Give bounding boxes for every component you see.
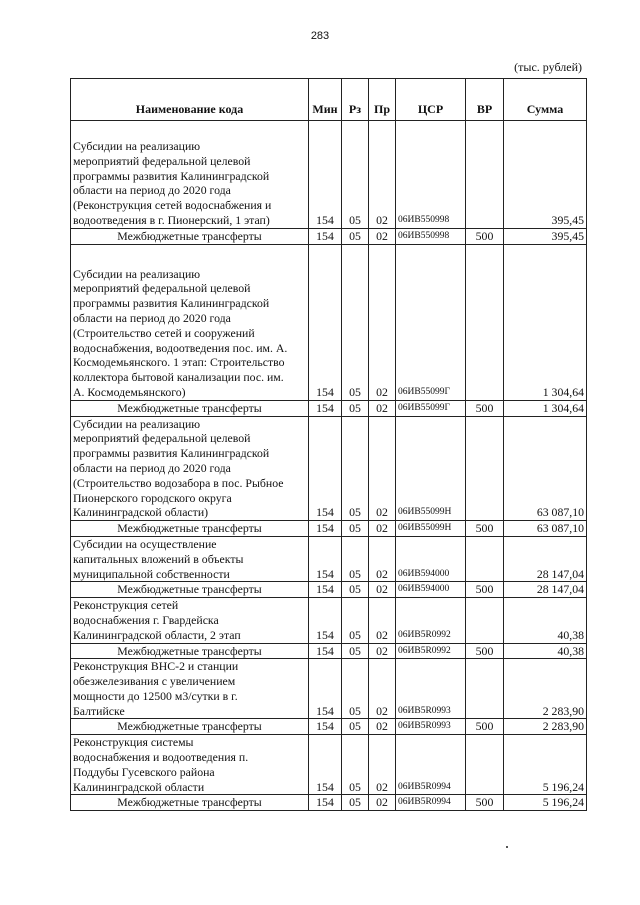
transfer-row <box>71 643 587 659</box>
rz-cell: 05 <box>342 735 369 795</box>
section-description: Реконструкция системы водоснабжения и водоотведения п. Поддубы Гусевского района Калининградской области <box>71 735 309 795</box>
header-min: Мин <box>309 79 342 121</box>
csr-cell: 06ИВ550998 <box>396 121 466 229</box>
section-row <box>71 121 587 229</box>
section-description: Субсидии на реализацию мероприятий федеральной целевой программы развития Калининградской области на период до 2020 года (Реконструкция сетей водоснабжения и водоотведения в г. Пионерский, 1 этап) <box>71 121 309 229</box>
pr-cell: 02 <box>369 795 396 811</box>
csr-cell: 06ИВ5R0993 <box>396 659 466 719</box>
transfer-row <box>71 795 587 811</box>
vr-cell <box>466 244 504 400</box>
transfer-row <box>71 582 587 598</box>
pr-cell: 02 <box>369 228 396 244</box>
sum-cell: 63 087,10 <box>504 416 587 521</box>
transfer-row <box>71 719 587 735</box>
min-cell: 154 <box>309 536 342 581</box>
section-row <box>71 598 587 643</box>
vr-cell <box>466 735 504 795</box>
sum-cell: 5 196,24 <box>504 795 587 811</box>
csr-cell: 06ИВ550998 <box>396 228 466 244</box>
min-cell: 154 <box>309 643 342 659</box>
min-cell: 154 <box>309 228 342 244</box>
vr-cell: 500 <box>466 795 504 811</box>
header-rz: Рз <box>342 79 369 121</box>
csr-cell: 06ИВ55099Г <box>396 400 466 416</box>
vr-cell <box>466 659 504 719</box>
section-row <box>71 735 587 795</box>
section-description: Реконструкция сетей водоснабжения г. Гвардейска Калининградской области, 2 этап <box>71 598 309 643</box>
csr-cell: 06ИВ5R0992 <box>396 598 466 643</box>
rz-cell: 05 <box>342 244 369 400</box>
page-number: 283 <box>310 30 330 42</box>
sum-cell: 28 147,04 <box>504 536 587 581</box>
sum-cell: 395,45 <box>504 228 587 244</box>
sum-cell: 395,45 <box>504 121 587 229</box>
pr-cell: 02 <box>369 244 396 400</box>
vr-cell: 500 <box>466 719 504 735</box>
pr-cell: 02 <box>369 735 396 795</box>
csr-cell: 06ИВ55099Г <box>396 244 466 400</box>
min-cell: 154 <box>309 659 342 719</box>
transfer-name: Межбюджетные трансферты <box>71 643 309 659</box>
rz-cell: 05 <box>342 582 369 598</box>
sum-cell: 1 304,64 <box>504 244 587 400</box>
transfer-row <box>71 228 587 244</box>
header-csr: ЦСР <box>396 79 466 121</box>
vr-cell <box>466 416 504 521</box>
vr-cell <box>466 598 504 643</box>
transfer-name: Межбюджетные трансферты <box>71 582 309 598</box>
vr-cell <box>466 121 504 229</box>
header-pr: Пр <box>369 79 396 121</box>
csr-cell: 06ИВ55099Н <box>396 416 466 521</box>
vr-cell: 500 <box>466 582 504 598</box>
vr-cell <box>466 536 504 581</box>
header-name: Наименование кода <box>71 79 309 121</box>
min-cell: 154 <box>309 244 342 400</box>
pr-cell: 02 <box>369 521 396 537</box>
sum-cell: 2 283,90 <box>504 659 587 719</box>
transfer-name: Межбюджетные трансферты <box>71 719 309 735</box>
rz-cell: 05 <box>342 659 369 719</box>
pr-cell: 02 <box>369 598 396 643</box>
sum-cell: 40,38 <box>504 643 587 659</box>
rz-cell: 05 <box>342 536 369 581</box>
section-row <box>71 659 587 719</box>
transfer-name: Межбюджетные трансферты <box>71 521 309 537</box>
csr-cell: 06ИВ594000 <box>396 536 466 581</box>
transfer-row <box>71 521 587 537</box>
rz-cell: 05 <box>342 643 369 659</box>
csr-cell: 06ИВ5R0994 <box>396 735 466 795</box>
section-description: Субсидии на реализацию мероприятий федеральной целевой программы развития Калининградской области на период до 2020 года (Строительство водозабора в пос. Рыбное Пионерского городского округа Калининградской области) <box>71 416 309 521</box>
min-cell: 154 <box>309 582 342 598</box>
rz-cell: 05 <box>342 795 369 811</box>
transfer-name: Межбюджетные трансферты <box>71 228 309 244</box>
rz-cell: 05 <box>342 121 369 229</box>
pr-cell: 02 <box>369 582 396 598</box>
pr-cell: 02 <box>369 416 396 521</box>
sum-cell: 5 196,24 <box>504 735 587 795</box>
rz-cell: 05 <box>342 598 369 643</box>
vr-cell: 500 <box>466 643 504 659</box>
vr-cell: 500 <box>466 400 504 416</box>
csr-cell: 06ИВ5R0992 <box>396 643 466 659</box>
transfer-name: Межбюджетные трансферты <box>71 400 309 416</box>
rz-cell: 05 <box>342 416 369 521</box>
min-cell: 154 <box>309 121 342 229</box>
sum-cell: 63 087,10 <box>504 521 587 537</box>
pr-cell: 02 <box>369 400 396 416</box>
rz-cell: 05 <box>342 521 369 537</box>
csr-cell: 06ИВ55099Н <box>396 521 466 537</box>
rz-cell: 05 <box>342 719 369 735</box>
sum-cell: 2 283,90 <box>504 719 587 735</box>
sum-cell: 40,38 <box>504 598 587 643</box>
csr-cell: 06ИВ5R0994 <box>396 795 466 811</box>
min-cell: 154 <box>309 521 342 537</box>
pr-cell: 02 <box>369 659 396 719</box>
budget-table <box>70 78 587 811</box>
vr-cell: 500 <box>466 228 504 244</box>
header-sum: Сумма <box>504 79 587 121</box>
header-vr: ВР <box>466 79 504 121</box>
min-cell: 154 <box>309 400 342 416</box>
min-cell: 154 <box>309 416 342 521</box>
vr-cell: 500 <box>466 521 504 537</box>
section-description: Реконструкция ВНС-2 и станции обезжелезивания с увеличением мощности до 12500 м3/сутки в г. Балтийске <box>71 659 309 719</box>
transfer-row <box>71 400 587 416</box>
rz-cell: 05 <box>342 228 369 244</box>
min-cell: 154 <box>309 735 342 795</box>
scan-mark <box>506 846 508 848</box>
pr-cell: 02 <box>369 536 396 581</box>
pr-cell: 02 <box>369 121 396 229</box>
rz-cell: 05 <box>342 400 369 416</box>
table-header-row <box>71 79 587 121</box>
section-description: Субсидии на осуществление капитальных вложений в объекты муниципальной собственности <box>71 536 309 581</box>
pr-cell: 02 <box>369 643 396 659</box>
sum-cell: 1 304,64 <box>504 400 587 416</box>
units-label: (тыс. рублей) <box>514 60 582 74</box>
transfer-name: Межбюджетные трансферты <box>71 795 309 811</box>
csr-cell: 06ИВ594000 <box>396 582 466 598</box>
min-cell: 154 <box>309 598 342 643</box>
section-row <box>71 416 587 521</box>
section-row <box>71 244 587 400</box>
min-cell: 154 <box>309 719 342 735</box>
pr-cell: 02 <box>369 719 396 735</box>
table-body <box>71 121 587 811</box>
section-row <box>71 536 587 581</box>
csr-cell: 06ИВ5R0993 <box>396 719 466 735</box>
section-description: Субсидии на реализацию мероприятий федеральной целевой программы развития Калининградской области на период до 2020 года (Строительство сетей и сооружений водоснабжения, водоотведения пос. им. А. Космодемьянского. 1 этап: Строительство коллектора бытовой канализации пос. им. А. Космодемьянского) <box>71 244 309 400</box>
sum-cell: 28 147,04 <box>504 582 587 598</box>
min-cell: 154 <box>309 795 342 811</box>
